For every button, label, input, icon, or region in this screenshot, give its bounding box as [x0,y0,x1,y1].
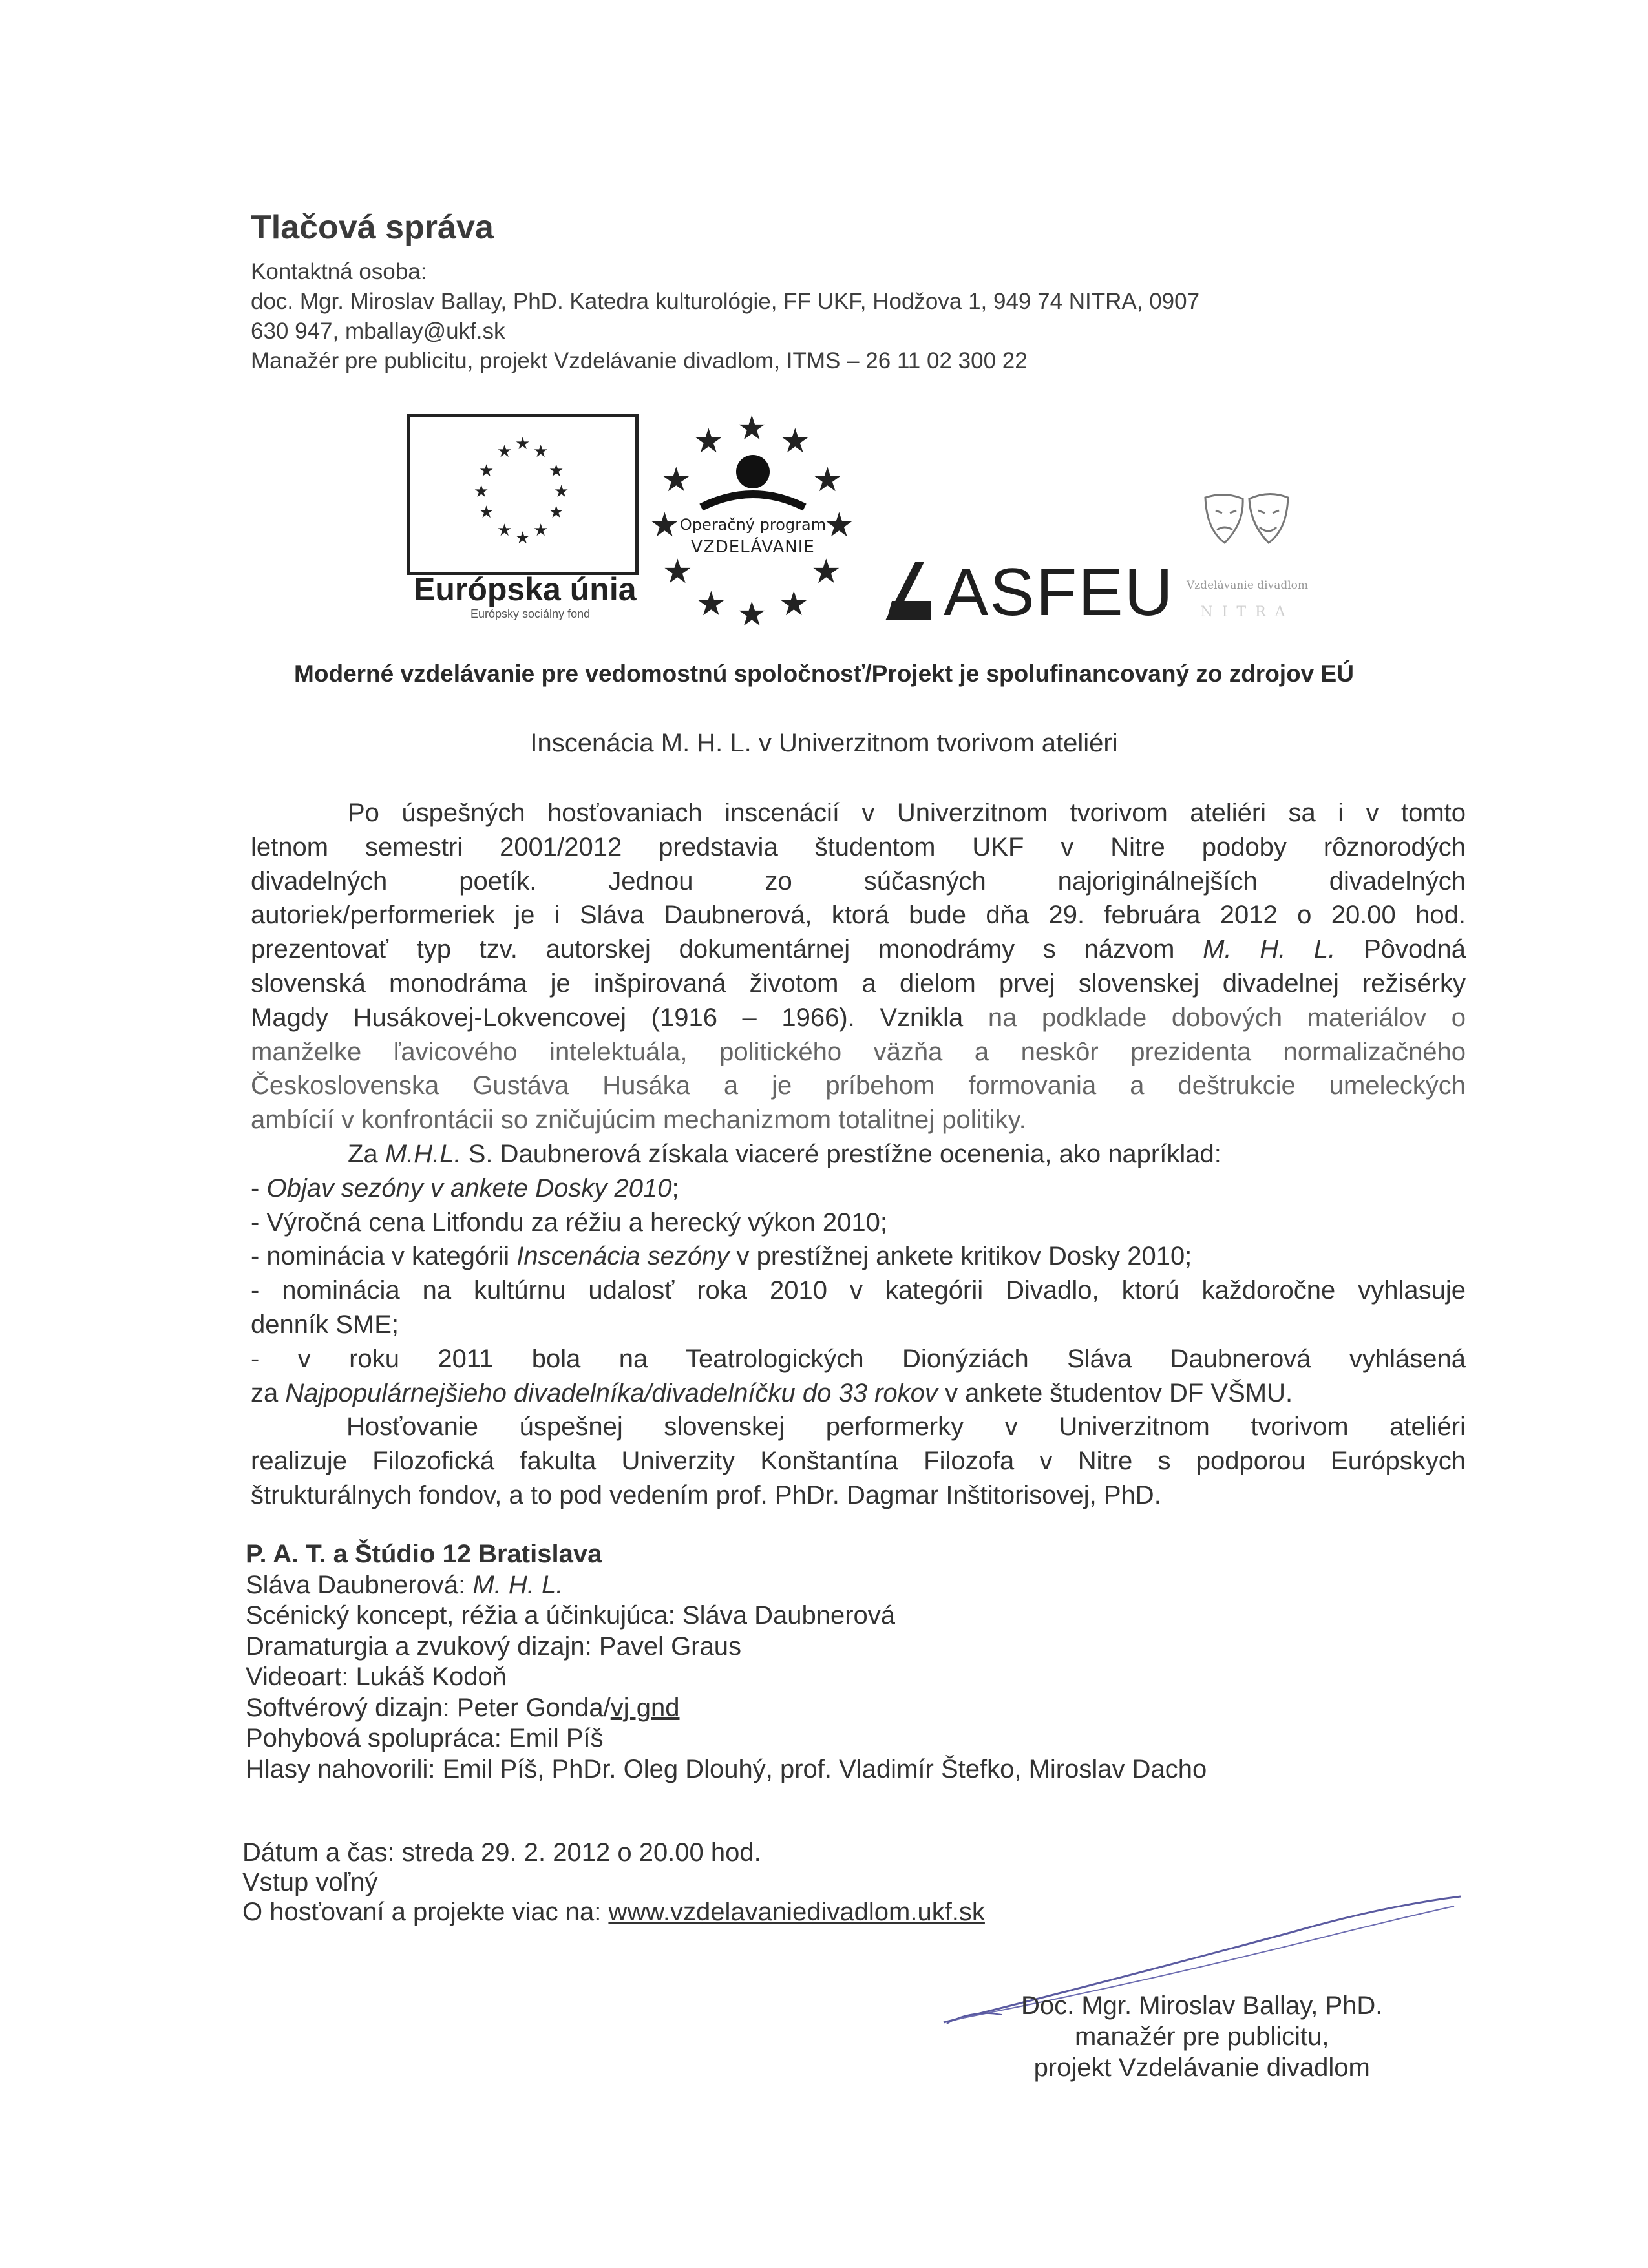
svg-text:★: ★ [696,585,726,624]
paragraph-line: Hosťovanie úspešnej slovenskej performerky v Univerzitnom tvorivom ateliéri [346,1412,1466,1442]
svg-text:★: ★ [824,506,854,545]
paragraph-line: Československa Gustáva Husáka a je príbehom formovania a deštrukcie umeleckých [251,1071,1466,1100]
credit-line: Sláva Daubnerová: M. H. L. [246,1570,564,1599]
svg-text:★: ★ [497,442,512,461]
eu-flag-icon [407,414,639,575]
svg-text:★: ★ [497,521,512,540]
paragraph-line: manželke ľavicového intelektuála, politického väzňa a neskôr prezidenta normalizačného [251,1037,1466,1066]
paragraph-line: Po úspešných hosťovaniach inscenácií v Univerzitnom tvorivom ateliéri sa i v tomto [348,799,1466,827]
credit-line: Dramaturgia a zvukový dizajn: Pavel Graus [246,1632,741,1661]
award-item: - Výročná cena Litfondu za réžiu a herecký výkon 2010; [251,1208,887,1237]
asfeu-mark-icon [885,562,937,620]
award-item: za Najpopulárnejšieho divadelníka/divadelníčku do 33 rokov v ankete študentov DF VŠMU. [251,1378,1293,1407]
paragraph-line: divadelných poetík. Jednou zo súčasných najoriginálnejších divadelných [251,866,1466,896]
theatre-masks-icon [1160,465,1335,575]
credit-line: Hlasy nahovorili: Emil Píš, PhDr. Oleg Dlouhý, prof. Vladimír Štefko, Miroslav Dacho [246,1754,1207,1783]
svg-text:★: ★ [479,503,494,522]
logo-strip [407,414,1331,633]
credit-line: Pohybová spolupráca: Emil Píš [246,1724,604,1752]
signer-name: Doc. Mgr. Miroslav Ballay, PhD. [1021,1991,1383,2020]
operacny-program-logo [637,414,869,627]
eu-title: Európska únia [414,571,637,607]
svg-text:★: ★ [650,506,680,545]
paragraph-line: autoriek/performeriek je i Sláva Daubnerová, ktorá bude dňa 29. februára 2012 o 20.00 hod. [251,901,1466,930]
paragraph-line: Magdy Husákovej-Lokvencovej (1916 – 1966). Vznikla na podklade dobových materiálov o [251,1003,1466,1032]
document-title: Inscenácia M. H. L. v Univerzitnom tvorivom ateliéri [530,729,1118,757]
award-item: - Objav sezóny v ankete Dosky 2010; [251,1173,679,1202]
award-item: - nominácia na kultúrnu udalosť roka 2010 v kategórii Divadlo, ktorú každoročne vyhlasuje [251,1276,1466,1305]
event-date: Dátum a čas: streda 29. 2. 2012 o 20.00 hod. [242,1838,761,1867]
tagline: Moderné vzdelávanie pre vedomostnú spoločnosť/Projekt je spolufinancovaný zo zdrojov EÚ [294,660,1354,687]
credit-line: Softvérový dizajn: Peter Gonda/vj gnd [246,1693,680,1722]
theatre-city: NITRA [1200,604,1294,620]
paragraph-line: ambícií v konfrontácii so zničujúcim mechanizmom totalitnej politiky. [251,1106,1026,1135]
svg-text:★: ★ [549,503,564,522]
asfeu-logo: ASFEU [944,555,1174,630]
award-item: - nominácia v kategórii Inscenácia sezóny v prestížnej ankete kritikov Dosky 2010; [251,1242,1192,1271]
paragraph-line: štrukturálnych fondov, a to pod vedením prof. PhDr. Dagmar Inštitorisovej, PhD. [251,1480,1161,1509]
credit-line: Scénický koncept, réžia a účinkujúca: Sláva Daubnerová [246,1601,895,1630]
svg-text:★: ★ [554,482,569,501]
signer-project: projekt Vzdelávanie divadlom [1033,2053,1370,2082]
award-item: denník SME; [251,1310,399,1339]
contact-block [251,257,1199,376]
award-item: - v roku 2011 bola na Teatrologických Dionýziách Sláva Daubnerová vyhlásená [251,1344,1466,1373]
more-info-line: O hosťovaní a projekte viac na: www.vzdelavaniedivadlom.ukf.sk [242,1898,985,1926]
company-name: P. A. T. a Štúdio 12 Bratislava [246,1540,602,1568]
contact-label: Kontaktná osoba: [251,259,427,284]
svg-text:★: ★ [533,521,549,540]
theatre-logo [1160,465,1335,620]
svg-text:★: ★ [780,422,810,461]
op-line1: Operačný program [679,516,827,534]
paragraph-line: Za M.H.L. S. Daubnerová získala viaceré prestížne ocenenia, ako napríklad: [348,1139,1221,1168]
credits-block [246,1539,1207,1785]
signature-block [1021,1990,1382,2083]
svg-text:★: ★ [515,529,531,548]
contact-line: 630 947, mballay@ukf.sk [251,319,505,344]
svg-text:★: ★ [479,461,494,481]
credit-line: Videoart: Lukáš Kodoň [246,1663,507,1691]
eu-subtitle: Európsky sociálny fond [470,607,591,620]
svg-text:★: ★ [474,482,489,501]
vj-gnd-link[interactable]: vj gnd [610,1693,680,1722]
body-text [251,796,1466,1513]
website-link[interactable]: www.vzdelavaniedivadlom.ukf.sk [608,1898,985,1926]
svg-text:★: ★ [737,595,767,627]
event-entry: Vstup voľný [242,1868,378,1896]
paragraph-line: realizuje Filozofická fakulta Univerzity Konštantína Filozofa v Nitre s podporou Európskych [251,1447,1466,1476]
op-line2: VZDELÁVANIE [691,538,815,557]
page-title: Tlačová správa [251,209,494,246]
theatre-label: Vzdelávanie divadlom [1186,579,1309,592]
svg-text:★: ★ [737,414,767,448]
contact-line: Manažér pre publicitu, projekt Vzdelávanie divadlom, ITMS – 26 11 02 300 22 [251,348,1028,373]
svg-text:★: ★ [693,422,724,461]
svg-text:★: ★ [811,552,841,591]
svg-text:★: ★ [779,585,809,624]
svg-text:★: ★ [661,461,692,499]
svg-text:★: ★ [812,461,843,499]
paragraph-line: letnom semestri 2001/2012 predstavia študentom UKF v Nitre podoby rôznorodých [251,832,1466,861]
svg-text:★: ★ [533,442,549,461]
paragraph-line: slovenská monodráma je inšpirovaná životom a dielom prvej slovenskej divadelnej režisérky [251,969,1466,998]
svg-text:★: ★ [515,434,531,454]
signer-role: manažér pre publicitu, [1074,2022,1329,2051]
svg-text:★: ★ [549,461,564,481]
paragraph-line: prezentovať typ tzv. autorskej dokumentárnej monodrámy s názvom M. H. L. Pôvodná [251,935,1466,964]
svg-text:★: ★ [662,552,693,591]
event-info [242,1838,985,1927]
contact-line: doc. Mgr. Miroslav Ballay, PhD. Katedra kulturológie, FF UKF, Hodžova 1, 949 74 NITRA, 0907 [251,289,1200,314]
